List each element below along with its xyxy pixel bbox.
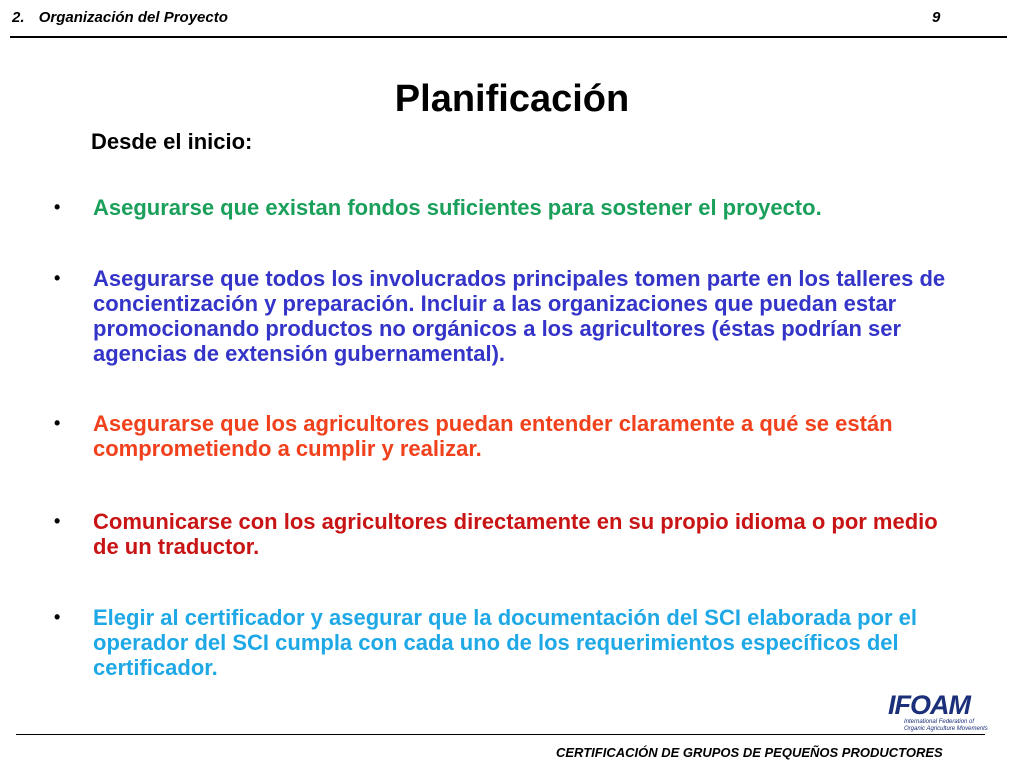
logo-wordmark: IFOAM (888, 690, 970, 720)
page-number: 9 (932, 9, 941, 26)
slide-title: Planificación (394, 78, 630, 120)
logo-tagline-1: International Federation of (904, 719, 975, 725)
section-title: Organización del Proyecto (38, 9, 228, 26)
section-number: 2. (12, 9, 25, 26)
header-divider (10, 36, 1007, 38)
bullet-dot: • (54, 268, 61, 288)
bullet-text: Elegir al certificador y asegurar que la documentación del SCI elaborada por el operador del SCI cumpla con cada uno de los requerimientos específicos del certificador. (93, 605, 918, 680)
ifoam-logo (886, 690, 988, 734)
bullet-text: Asegurarse que existan fondos suficientes para sostener el proyecto. (93, 195, 822, 220)
header-section (12, 9, 228, 26)
bullet-dot: • (54, 511, 61, 531)
bullet-item-2 (54, 266, 954, 366)
bullet-text: Comunicarse con los agricultores directamente en su propio idioma o por medio de un traductor. (93, 509, 938, 559)
footer-text: CERTIFICACIÓN DE GRUPOS DE PEQUEÑOS PRODUCTORES (556, 745, 943, 760)
bullet-dot: • (54, 607, 61, 627)
bullet-item-5 (54, 605, 954, 680)
bullet-item-1 (54, 195, 954, 220)
bullet-dot: • (54, 197, 61, 217)
bullet-item-4 (54, 509, 954, 559)
bullet-item-3 (54, 411, 954, 461)
logo-tagline-2: Organic Agriculture Movements (904, 726, 988, 732)
slide-subtitle: Desde el inicio: (91, 129, 253, 154)
bullet-dot: • (54, 413, 61, 433)
bullet-text: Asegurarse que los agricultores puedan entender claramente a qué se están comprometiendo a cumplir y realizar. (93, 411, 893, 461)
footer-divider (16, 734, 985, 735)
bullet-text: Asegurarse que todos los involucrados principales tomen parte en los talleres de concientización y preparación. Incluir a las organizaciones que puedan estar promocionando productos no orgánicos a los agricultores (éstas podrían ser agencias de extensión gubernamental). (93, 266, 946, 366)
